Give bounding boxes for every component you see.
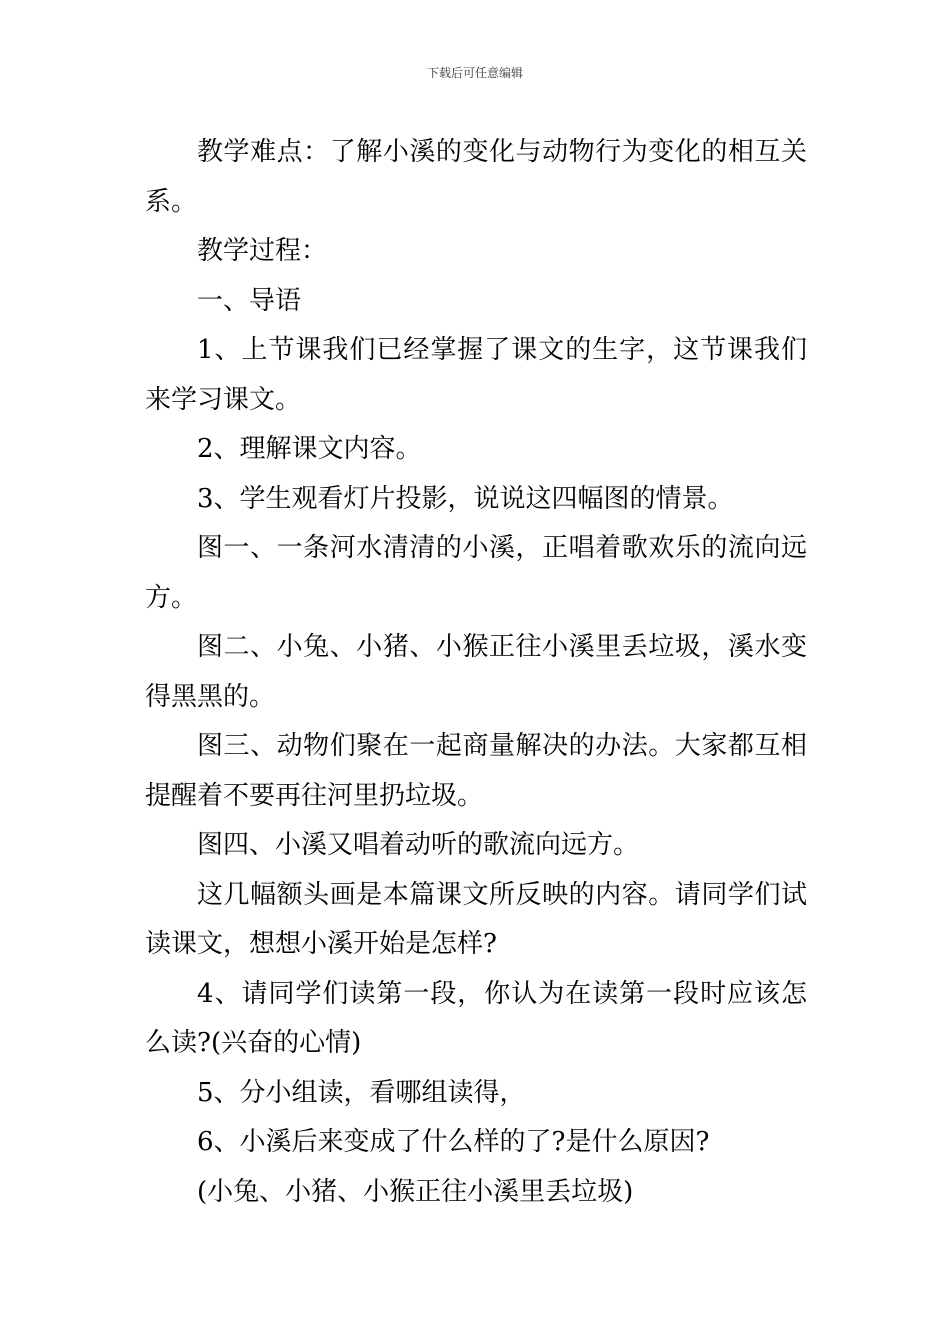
paragraph-teaching-difficulty: 教学难点：了解小溪的变化与动物行为变化的相互关系。 bbox=[145, 137, 807, 217]
paragraph-step-1: 1、上节课我们已经掌握了课文的生字，这节课我们来学习课文。 bbox=[145, 335, 807, 415]
paragraph-teaching-process: 教学过程： bbox=[197, 236, 328, 266]
paragraph-picture-2: 图二、小兔、小猪、小猴正往小溪里丢垃圾，溪水变得黑黑的。 bbox=[145, 632, 807, 712]
paragraph-picture-4: 图四、小溪又唱着动听的歌流向远方。 bbox=[197, 830, 640, 860]
document-body bbox=[145, 128, 807, 1217]
paragraph-step-6: 6、小溪后来变成了什么样的了?是什么原因? bbox=[197, 1127, 710, 1157]
paragraph-step-5: 5、分小组读，看哪组读得， bbox=[197, 1077, 526, 1108]
paragraph-step-3: 3、学生观看灯片投影，说说这四幅图的情景。 bbox=[197, 483, 734, 514]
paragraph-answer: (小兔、小猪、小猴正往小溪里丢垃圾) bbox=[197, 1176, 634, 1207]
page-header: 下载后可任意编辑 bbox=[426, 66, 523, 80]
paragraph-picture-summary: 这几幅额头画是本篇课文所反映的内容。请同学们试读课文，想想小溪开始是怎样? bbox=[145, 879, 807, 959]
paragraph-picture-1: 图一、一条河水清清的小溪，正唱着歌欢乐的流向远方。 bbox=[145, 533, 807, 613]
paragraph-step-4: 4、请同学们读第一段，你认为在读第一段时应该怎么读?(兴奋的心情) bbox=[145, 978, 807, 1058]
section-heading-intro: 一、导语 bbox=[197, 285, 302, 316]
paragraph-picture-3: 图三、动物们聚在一起商量解决的办法。大家都互相提醒着不要再往河里扔垃圾。 bbox=[145, 731, 807, 811]
paragraph-step-2: 2、理解课文内容。 bbox=[197, 434, 422, 464]
